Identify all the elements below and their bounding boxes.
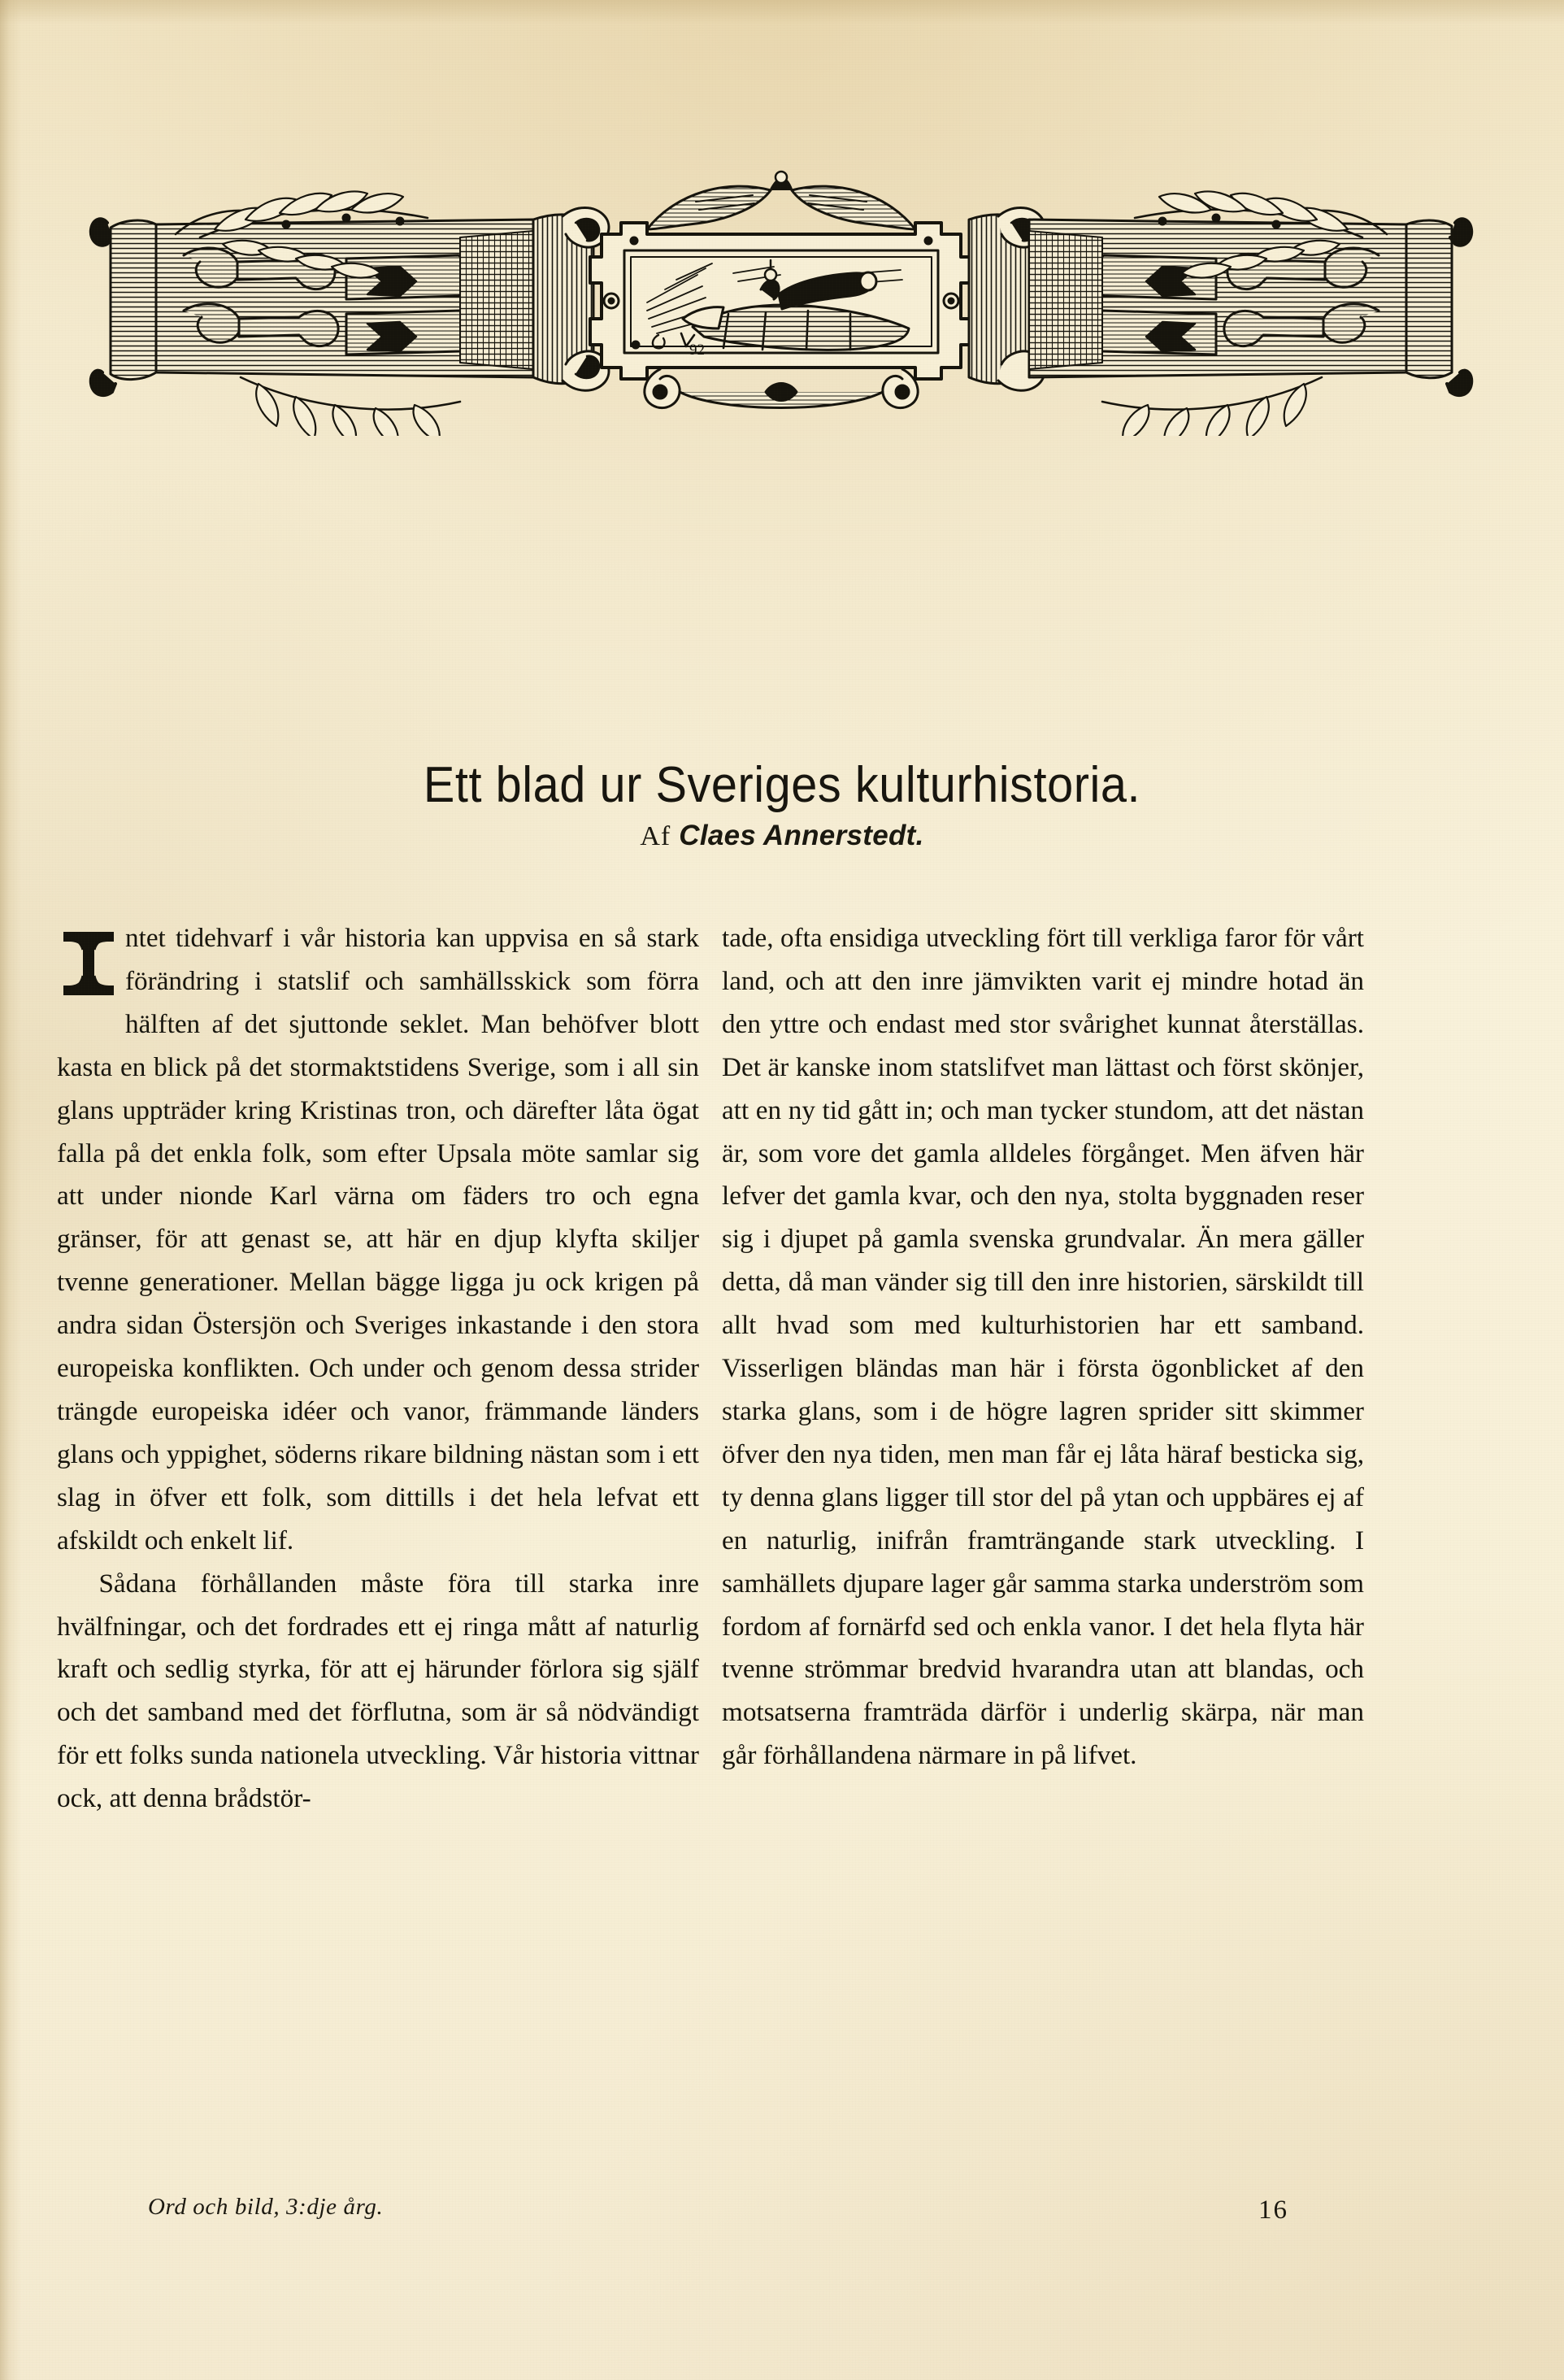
drop-cap-initial-i bbox=[59, 925, 119, 1003]
svg-text:92: 92 bbox=[689, 342, 705, 359]
paragraph: tade, ofta ensidiga utveckling fört till verkliga faror för vårt land, och att den inre jämvikten varit ej mindre hotad än den yttre och endast med stor svårighet kunnat återställas. Det är kanske inom statslifvet man lättast och först skönjer, att en ny tid gått in; och man tycker stundom, att det nästan är, som vore det gamla alldeles förgånget. Men äfven här lefver det gamla kvar, och den nya, stolta byggnaden reser sig i djupet på gamla svenska grundvalar. Än mera gäller detta, då man vänder sig till den inre historien, särskildt till allt hvad som med kulturhistorien har ett samband. Visserligen bländas man här i första ögonblicket af den starka glans, som i de högre lagren sprider sitt skimmer öfver den nya tiden, men man får ej låta häraf besticka sig, ty denna glans ligger till stor del på ytan och uppbäres ej af en naturlig, inifrån framträngande stark utveckling. I samhällets djupare lager går samma starka underström som fordom af fornärfd sed och enkla vanor. I det hela flyta här tvenne strömmar bredvid hvarandra utan att blandas, och motsatserna framträda därför i underlig skärpa, när man går förhållandena närmare in på lifvet. bbox=[722, 923, 1364, 1771]
decorative-headpiece-engraving bbox=[78, 159, 1484, 436]
byline bbox=[0, 820, 1564, 852]
paragraph-text: ntet tidehvarf i vår historia kan uppvisa en så stark förändring i statslif och samhällsskick som förra hälften af det sjuttonde seklet. Man behöfver blott kasta en blick på det stormaktstidens Sverige, som i all sin glans uppträder kring Kristinas tron, och därefter låta ögat falla på det enkla folk, som efter Upsala möte samlar sig att under nionde Karl värna om fäders tro och egna gränser, för att genast se, att här en djup klyfta skiljer tvenne generationer. Mellan bägge ligga ju ock krigen på andra sidan Östersjön och Sveriges inkastande i den stora europeiska konflikten. Och under och genom dessa strider trängde europeiska idéer och vanor, främmande länders glans och yppighet, söderns rikare bildning nästan som i ett slag in öfver ett folk, som dittills i det hela lefvat ett afskildt och enkelt lif. bbox=[57, 923, 699, 1555]
byline-prefix: Af bbox=[640, 821, 671, 851]
page-left-edge-shadow bbox=[0, 0, 21, 2380]
text-column-left bbox=[57, 917, 699, 1821]
running-footer-note: Ord och bild, 3:dje årg. bbox=[148, 2194, 384, 2220]
byline-author: Claes Annerstedt. bbox=[679, 820, 924, 851]
page-number: 16 bbox=[1258, 2195, 1288, 2225]
paragraph: Sådana förhållanden måste föra till starka inre hvälfningar, och det fordrades ett ej ringa mått af naturlig kraft och sedlig styrka, för att ej härunder förlora sig själf och det samband med det förflutna, som är så nödvändigt för ett folks sunda nationela utveckling. Vår historia vittnar ock, att denna brådstör- bbox=[57, 1568, 699, 1814]
paragraph bbox=[57, 917, 699, 1563]
text-column-right bbox=[722, 917, 1364, 1777]
page-title: Ett blad ur Sveriges kulturhistoria. bbox=[423, 756, 1141, 813]
page-top-edge-shadow bbox=[0, 0, 1564, 24]
